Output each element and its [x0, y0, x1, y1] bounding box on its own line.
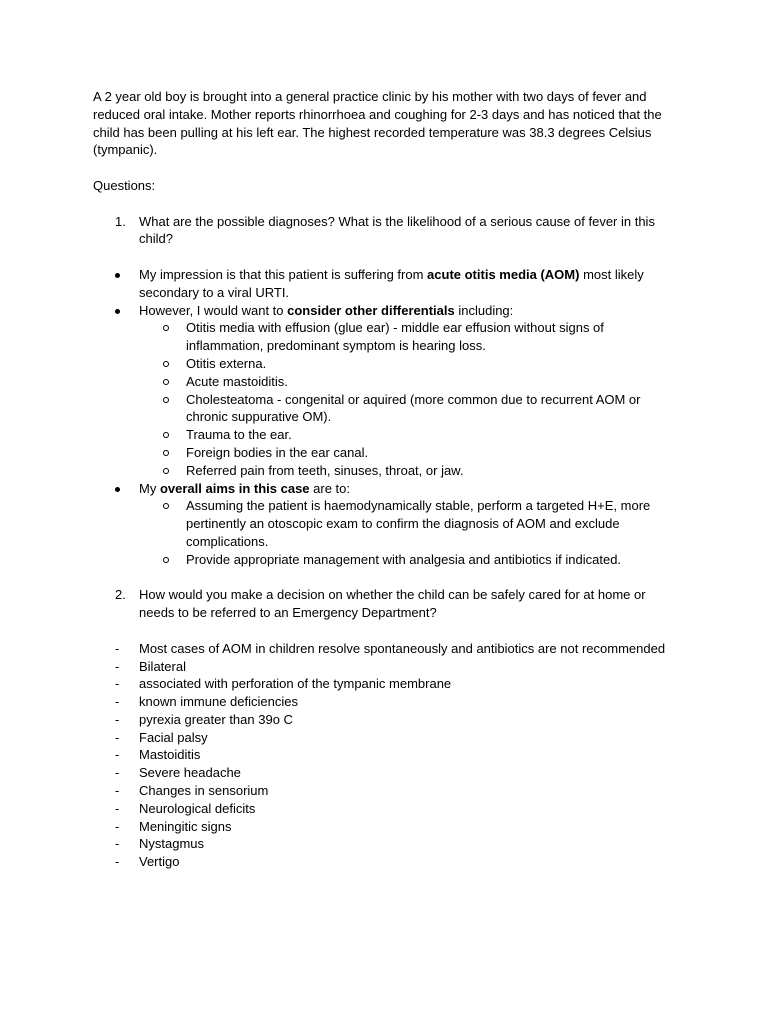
dash-bullet-icon	[93, 853, 139, 871]
dash-bullet-icon	[93, 818, 139, 836]
question-2	[93, 586, 683, 622]
bullet-icon	[93, 302, 139, 480]
dash-bullet-icon	[93, 746, 139, 764]
sub-list-item: Assuming the patient is haemodynamically stable, perform a targeted H+E, more pertinently an otoscopic exam to confirm the diagnosis of AOM and exclude complications.	[139, 497, 683, 550]
bullet-differentials	[93, 302, 683, 480]
circle-bullet-icon	[139, 551, 186, 569]
dash-list-item: - Meningitic signs	[93, 818, 683, 836]
sub-list-item: Cholesteatoma - congenital or aquired (more common due to recurrent AOM or chronic suppurative OM).	[139, 391, 683, 427]
dash-bullet-icon	[93, 693, 139, 711]
dash-list-item: - pyrexia greater than 39o C	[93, 711, 683, 729]
bullet-icon	[93, 480, 139, 569]
bullet-icon	[93, 266, 139, 302]
circle-bullet-icon	[139, 373, 186, 391]
sub-list-item: Trauma to the ear.	[139, 426, 683, 444]
referral-criteria-dash-list	[93, 640, 683, 871]
dash-bullet-icon	[93, 729, 139, 747]
dash-list-item: - Most cases of AOM in children resolve spontaneously and antibiotics are not recommended	[93, 640, 683, 658]
questions-heading: Questions:	[93, 177, 156, 193]
sub-list-item: Provide appropriate management with analgesia and antibiotics if indicated.	[139, 551, 683, 569]
dash-list-item: - Vertigo	[93, 853, 683, 871]
question-number: 2.	[115, 587, 126, 603]
bullet-overall-aims	[93, 480, 683, 569]
bullet-impression	[93, 266, 683, 302]
dash-list-item: - Nystagmus	[93, 835, 683, 853]
dash-bullet-icon	[93, 640, 139, 658]
dash-bullet-icon	[93, 658, 139, 676]
circle-bullet-icon	[139, 391, 186, 427]
dash-list-item: - Severe headache	[93, 764, 683, 782]
dash-bullet-icon	[93, 800, 139, 818]
question-number: 1.	[115, 213, 126, 229]
dash-list-item: - Bilateral	[93, 658, 683, 676]
circle-bullet-icon	[139, 355, 186, 373]
case-intro-paragraph: A 2 year old boy is brought into a general practice clinic by his mother with two days of fever and reduced oral intake. Mother reports rhinorrhoea and coughing for 2-3 days and has noticed that the child has been pulling at his left ear. The highest recorded temperature was 38.3 degrees Celsius (tympanic).	[93, 89, 662, 158]
dash-list-item: - Changes in sensorium	[93, 782, 683, 800]
dash-list-item: - Mastoiditis	[93, 746, 683, 764]
sub-list-item: Acute mastoiditis.	[139, 373, 683, 391]
dash-bullet-icon	[93, 675, 139, 693]
question-1	[93, 213, 683, 249]
dash-list-item: - Neurological deficits	[93, 800, 683, 818]
dash-bullet-icon	[93, 764, 139, 782]
dash-bullet-icon	[93, 782, 139, 800]
dash-bullet-icon	[93, 711, 139, 729]
answer-1-bullet-list	[93, 266, 683, 569]
circle-bullet-icon	[139, 462, 186, 480]
dash-list-item: - associated with perforation of the tympanic membrane	[93, 675, 683, 693]
circle-bullet-icon	[139, 444, 186, 462]
bullet-text: My overall aims in this case are to:	[139, 480, 350, 496]
differentials-sublist	[139, 319, 683, 479]
sub-list-item: Referred pain from teeth, sinuses, throat, or jaw.	[139, 462, 683, 480]
sub-list-item: Otitis media with effusion (glue ear) - middle ear effusion without signs of inflammation, predominant symptom is hearing loss.	[139, 319, 683, 355]
circle-bullet-icon	[139, 426, 186, 444]
document-page	[93, 88, 683, 889]
sub-list-item: Foreign bodies in the ear canal.	[139, 444, 683, 462]
dash-list-item: - Facial palsy	[93, 729, 683, 747]
question-text: How would you make a decision on whether the child can be safely cared for at home or needs to be referred to an Emergency Department?	[139, 587, 646, 621]
aims-sublist	[139, 497, 683, 568]
circle-bullet-icon	[139, 319, 186, 355]
question-text: What are the possible diagnoses? What is the likelihood of a serious cause of fever in this child?	[139, 213, 655, 247]
bullet-text: My impression is that this patient is suffering from acute otitis media (AOM) most likely secondary to a viral URTI.	[139, 266, 644, 300]
dash-list-item: - known immune deficiencies	[93, 693, 683, 711]
bullet-text: However, I would want to consider other differentials including:	[139, 302, 514, 318]
circle-bullet-icon	[139, 497, 186, 550]
sub-list-item: Otitis externa.	[139, 355, 683, 373]
dash-bullet-icon	[93, 835, 139, 853]
